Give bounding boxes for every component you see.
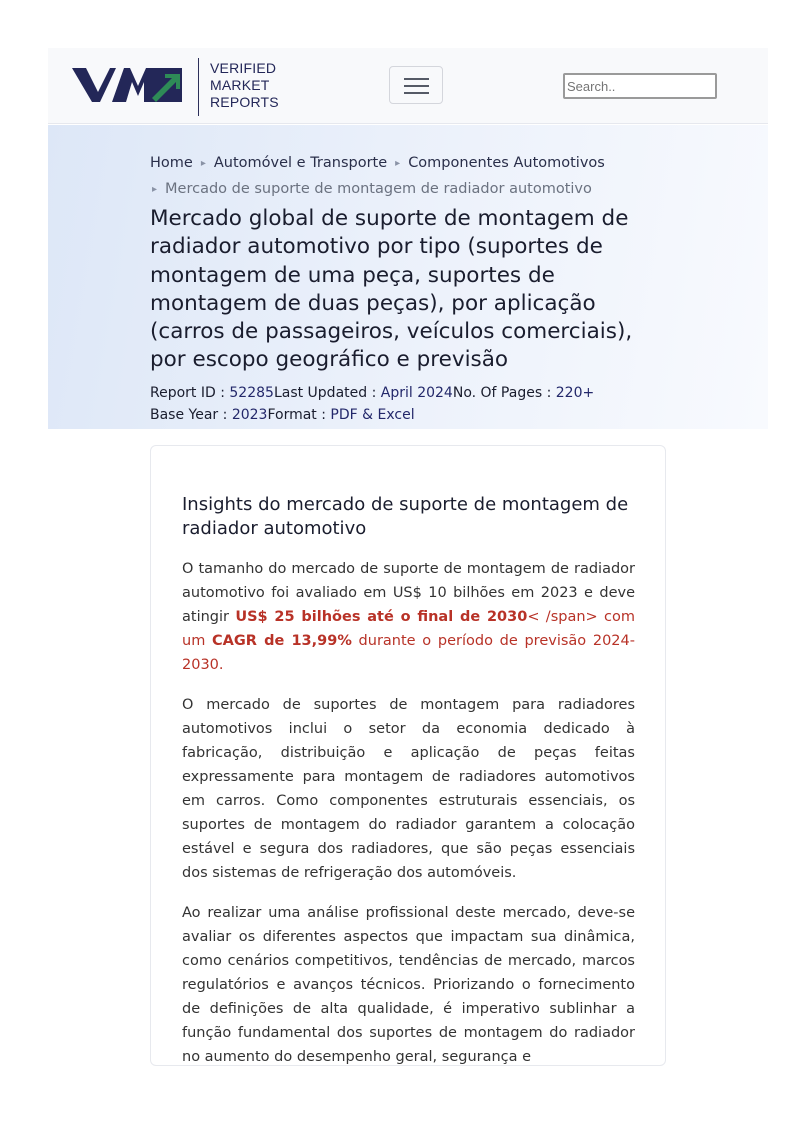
insights-paragraph-1 (182, 557, 635, 677)
chevron-right-icon: ▸ (200, 158, 206, 169)
pages-label: No. Of Pages : (452, 385, 556, 401)
logo-line-3: REPORTS (210, 94, 279, 110)
hamburger-icon (404, 78, 429, 80)
p1-start: O tamanho do mercado de suporte de montagem de radiador automotivo foi avaliado em US$ 10 bilhões em 2023 e deve atingir (182, 561, 635, 625)
format-label: Format : (267, 407, 331, 423)
insights-paragraph-2: O mercado de suportes de montagem para radiadores automotivos inclui o setor da economia dedicado à fabricação, distribuição e aplicação de peças feitas expressamente para montagem de radiadores automotivos em carros. Como componentes estruturais essenciais, os suportes de montagem do radiador garantem a colocação estável e segura dos radiadores, que são peças essenciais dos sistemas de refrigeração dos automóveis. (182, 697, 635, 881)
vmr-logo-icon (72, 66, 184, 106)
breadcrumb-automotive-transport[interactable]: Automóvel e Transporte (213, 155, 388, 171)
breadcrumb-home[interactable]: Home (150, 155, 193, 171)
breadcrumb-current: Mercado de suporte de montagem de radiador automotivo (165, 181, 592, 197)
report-id-value: 52285 (229, 385, 274, 401)
chevron-right-icon: ▸ (395, 158, 401, 169)
base-year-value: 2023 (231, 407, 268, 423)
hamburger-icon (404, 92, 429, 94)
p1-cagr: CAGR de 13,99% (212, 633, 352, 649)
p1-mid: < /span> com um (182, 609, 635, 649)
hamburger-icon (404, 85, 429, 87)
format-value: PDF & Excel (330, 407, 415, 423)
breadcrumb-automotive-components[interactable]: Componentes Automotivos (408, 155, 605, 171)
p1-highlight (182, 609, 635, 673)
breadcrumb (150, 151, 650, 203)
base-year-label: Base Year : (150, 407, 232, 423)
insights-body (182, 557, 635, 1066)
chevron-right-icon: ▸ (152, 184, 158, 195)
logo-line-2: MARKET (210, 77, 270, 93)
report-id-label: Report ID : (150, 385, 230, 401)
report-hero (48, 125, 768, 429)
logo[interactable] (72, 58, 282, 116)
logo-line-1: VERIFIED (210, 60, 277, 76)
search-input[interactable] (563, 73, 717, 99)
menu-toggle-button[interactable] (389, 66, 443, 104)
page-title: Mercado global de suporte de montagem de radiador automotivo por tipo (suportes de montagem de uma peça, suportes de montagem de duas peças), por aplicação (carros de passageiros, veículos comerciais), por escopo geográfico e previsão (150, 206, 633, 373)
site-header (48, 48, 768, 124)
last-updated-label: Last Updated : (273, 385, 381, 401)
logo-divider (198, 58, 199, 116)
insights-paragraph-3: Ao realizar uma análise profissional deste mercado, deve-se avaliar os diferentes aspectos que impactam sua dinâmica, como cenários competitivos, tendências de mercado, marcos regulatórios e avanços técnicos. Priorizando o fornecimento de definições de alta qualidade, é imperativo sublinhar a função fundamental dos suportes de montagem do radiador no aumento do desempenho geral, segurança e (182, 905, 635, 1065)
pages-value: 220+ (555, 385, 595, 401)
p1-end: durante o período de previsão 2024-2030. (182, 633, 635, 673)
logo-wordmark (210, 60, 279, 111)
p1-market-value: US$ 25 bilhões até o final de 2030 (235, 609, 528, 625)
last-updated-value: April 2024 (380, 385, 453, 401)
insights-heading: Insights do mercado de suporte de montagem de radiador automotivo (182, 494, 629, 539)
insights-card (150, 445, 666, 1066)
report-meta (150, 382, 670, 426)
